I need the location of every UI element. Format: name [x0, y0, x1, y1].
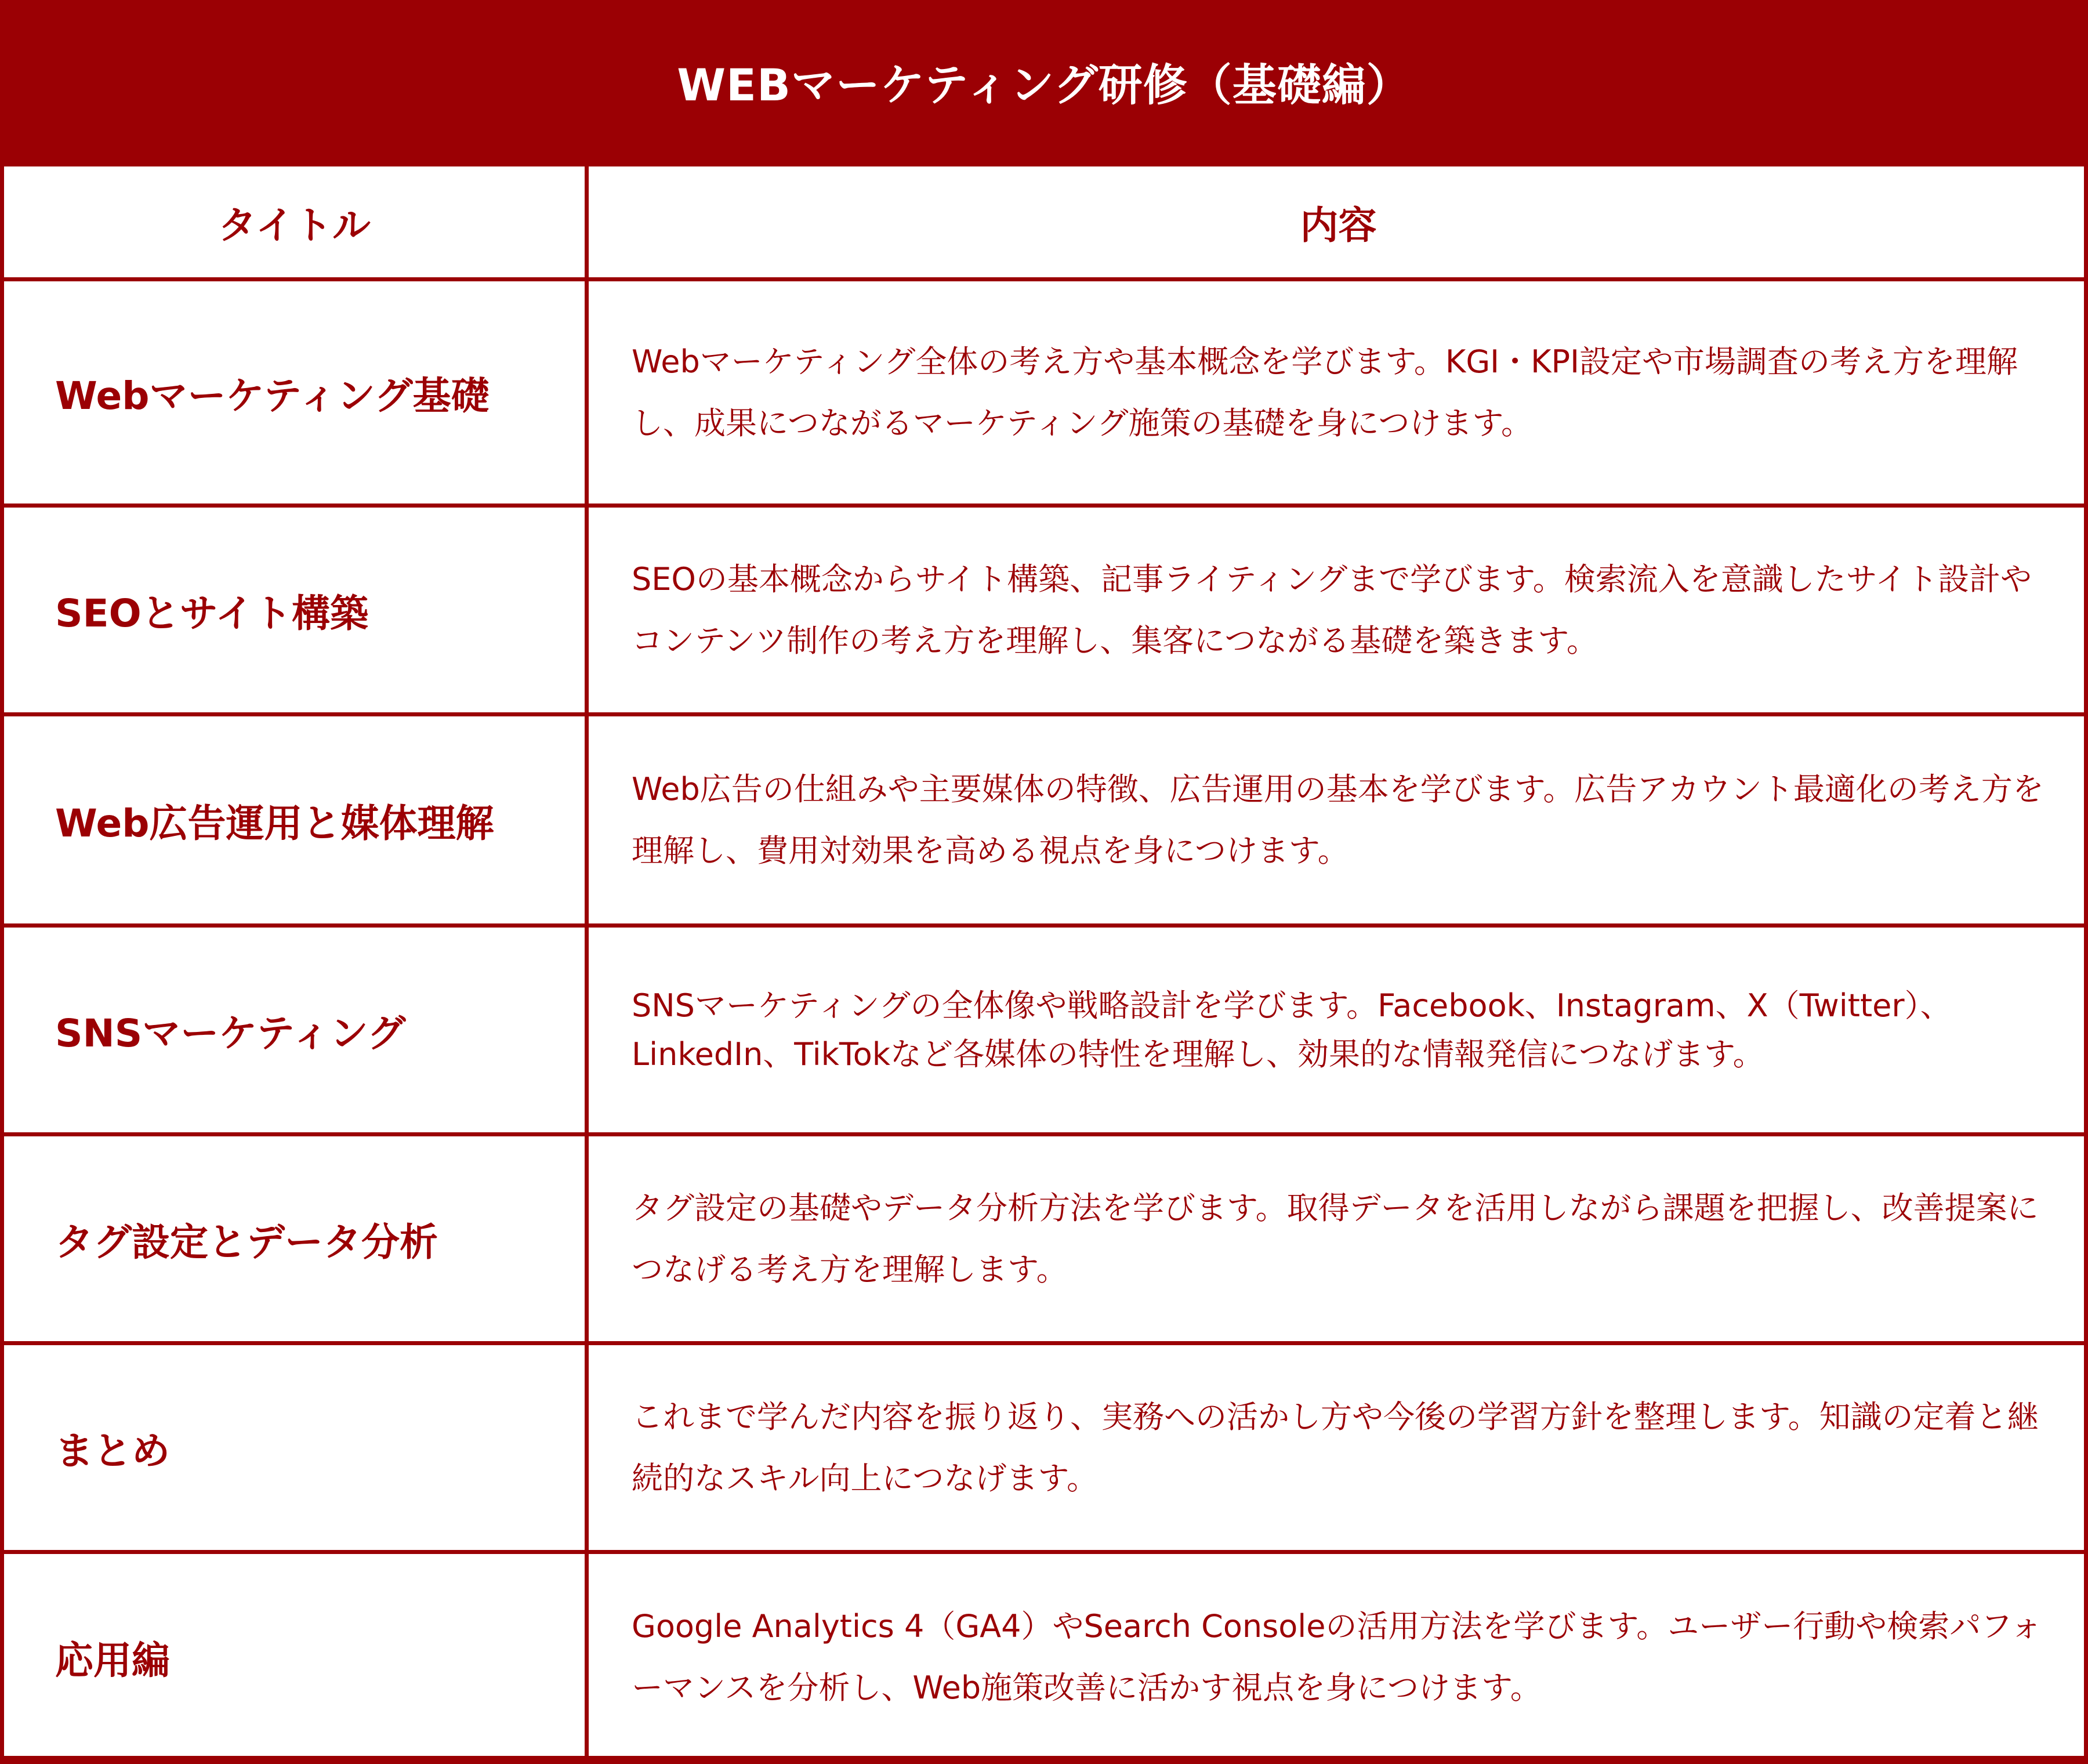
table-row — [2, 926, 2088, 1135]
header-banner — [0, 0, 2088, 162]
column-header-title: タイトル — [2, 165, 587, 280]
row-content: SNSマーケティングの全体像や戦略設計を学びます。Facebook、Instagram、X（Twitter）、LinkedIn、TikTokなど各媒体の特性を理解し、効果的な情報発信につなげます。 — [587, 926, 2088, 1135]
row-title: タグ設定とデータ分析 — [2, 1135, 587, 1343]
table-header-row — [2, 165, 2088, 280]
table-row — [2, 280, 2088, 506]
row-title: Web広告運用と媒体理解 — [2, 715, 587, 926]
column-header-content: 内容 — [587, 165, 2088, 280]
curriculum-table — [0, 162, 2088, 1764]
row-content: SEOの基本概念からサイト構築、記事ライティングまで学びます。検索流入を意識したサイト設計やコンテンツ制作の考え方を理解し、集客につながる基礎を築きます。 — [587, 506, 2088, 715]
row-content: Web広告の仕組みや主要媒体の特徴、広告運用の基本を学びます。広告アカウント最適化の考え方を理解し、費用対効果を高める視点を身につけます。 — [587, 715, 2088, 926]
table-row — [2, 506, 2088, 715]
table-row — [2, 1343, 2088, 1552]
row-content: これまで学んだ内容を振り返り、実務への活かし方や今後の学習方針を整理します。知識の定着と継続的なスキル向上につなげます。 — [587, 1343, 2088, 1552]
row-title: SNSマーケティング — [2, 926, 587, 1135]
table-row — [2, 715, 2088, 926]
row-title: SEOとサイト構築 — [2, 506, 587, 715]
row-title: 応用編 — [2, 1552, 587, 1762]
row-content: タグ設定の基礎やデータ分析方法を学びます。取得データを活用しながら課題を把握し、改善提案につなげる考え方を理解します。 — [587, 1135, 2088, 1343]
page-title: WEBマーケティング研修（基礎編） — [677, 50, 1411, 113]
row-title: まとめ — [2, 1343, 587, 1552]
table-row — [2, 1135, 2088, 1343]
row-content: Google Analytics 4（GA4）やSearch Consoleの活用方法を学びます。ユーザー行動や検索パフォーマンスを分析し、Web施策改善に活かす視点を身につけます。 — [587, 1552, 2088, 1762]
row-title: Webマーケティング基礎 — [2, 280, 587, 506]
row-content: Webマーケティング全体の考え方や基本概念を学びます。KGI・KPI設定や市場調査の考え方を理解し、成果につながるマーケティング施策の基礎を身につけます。 — [587, 280, 2088, 506]
table-row — [2, 1552, 2088, 1762]
